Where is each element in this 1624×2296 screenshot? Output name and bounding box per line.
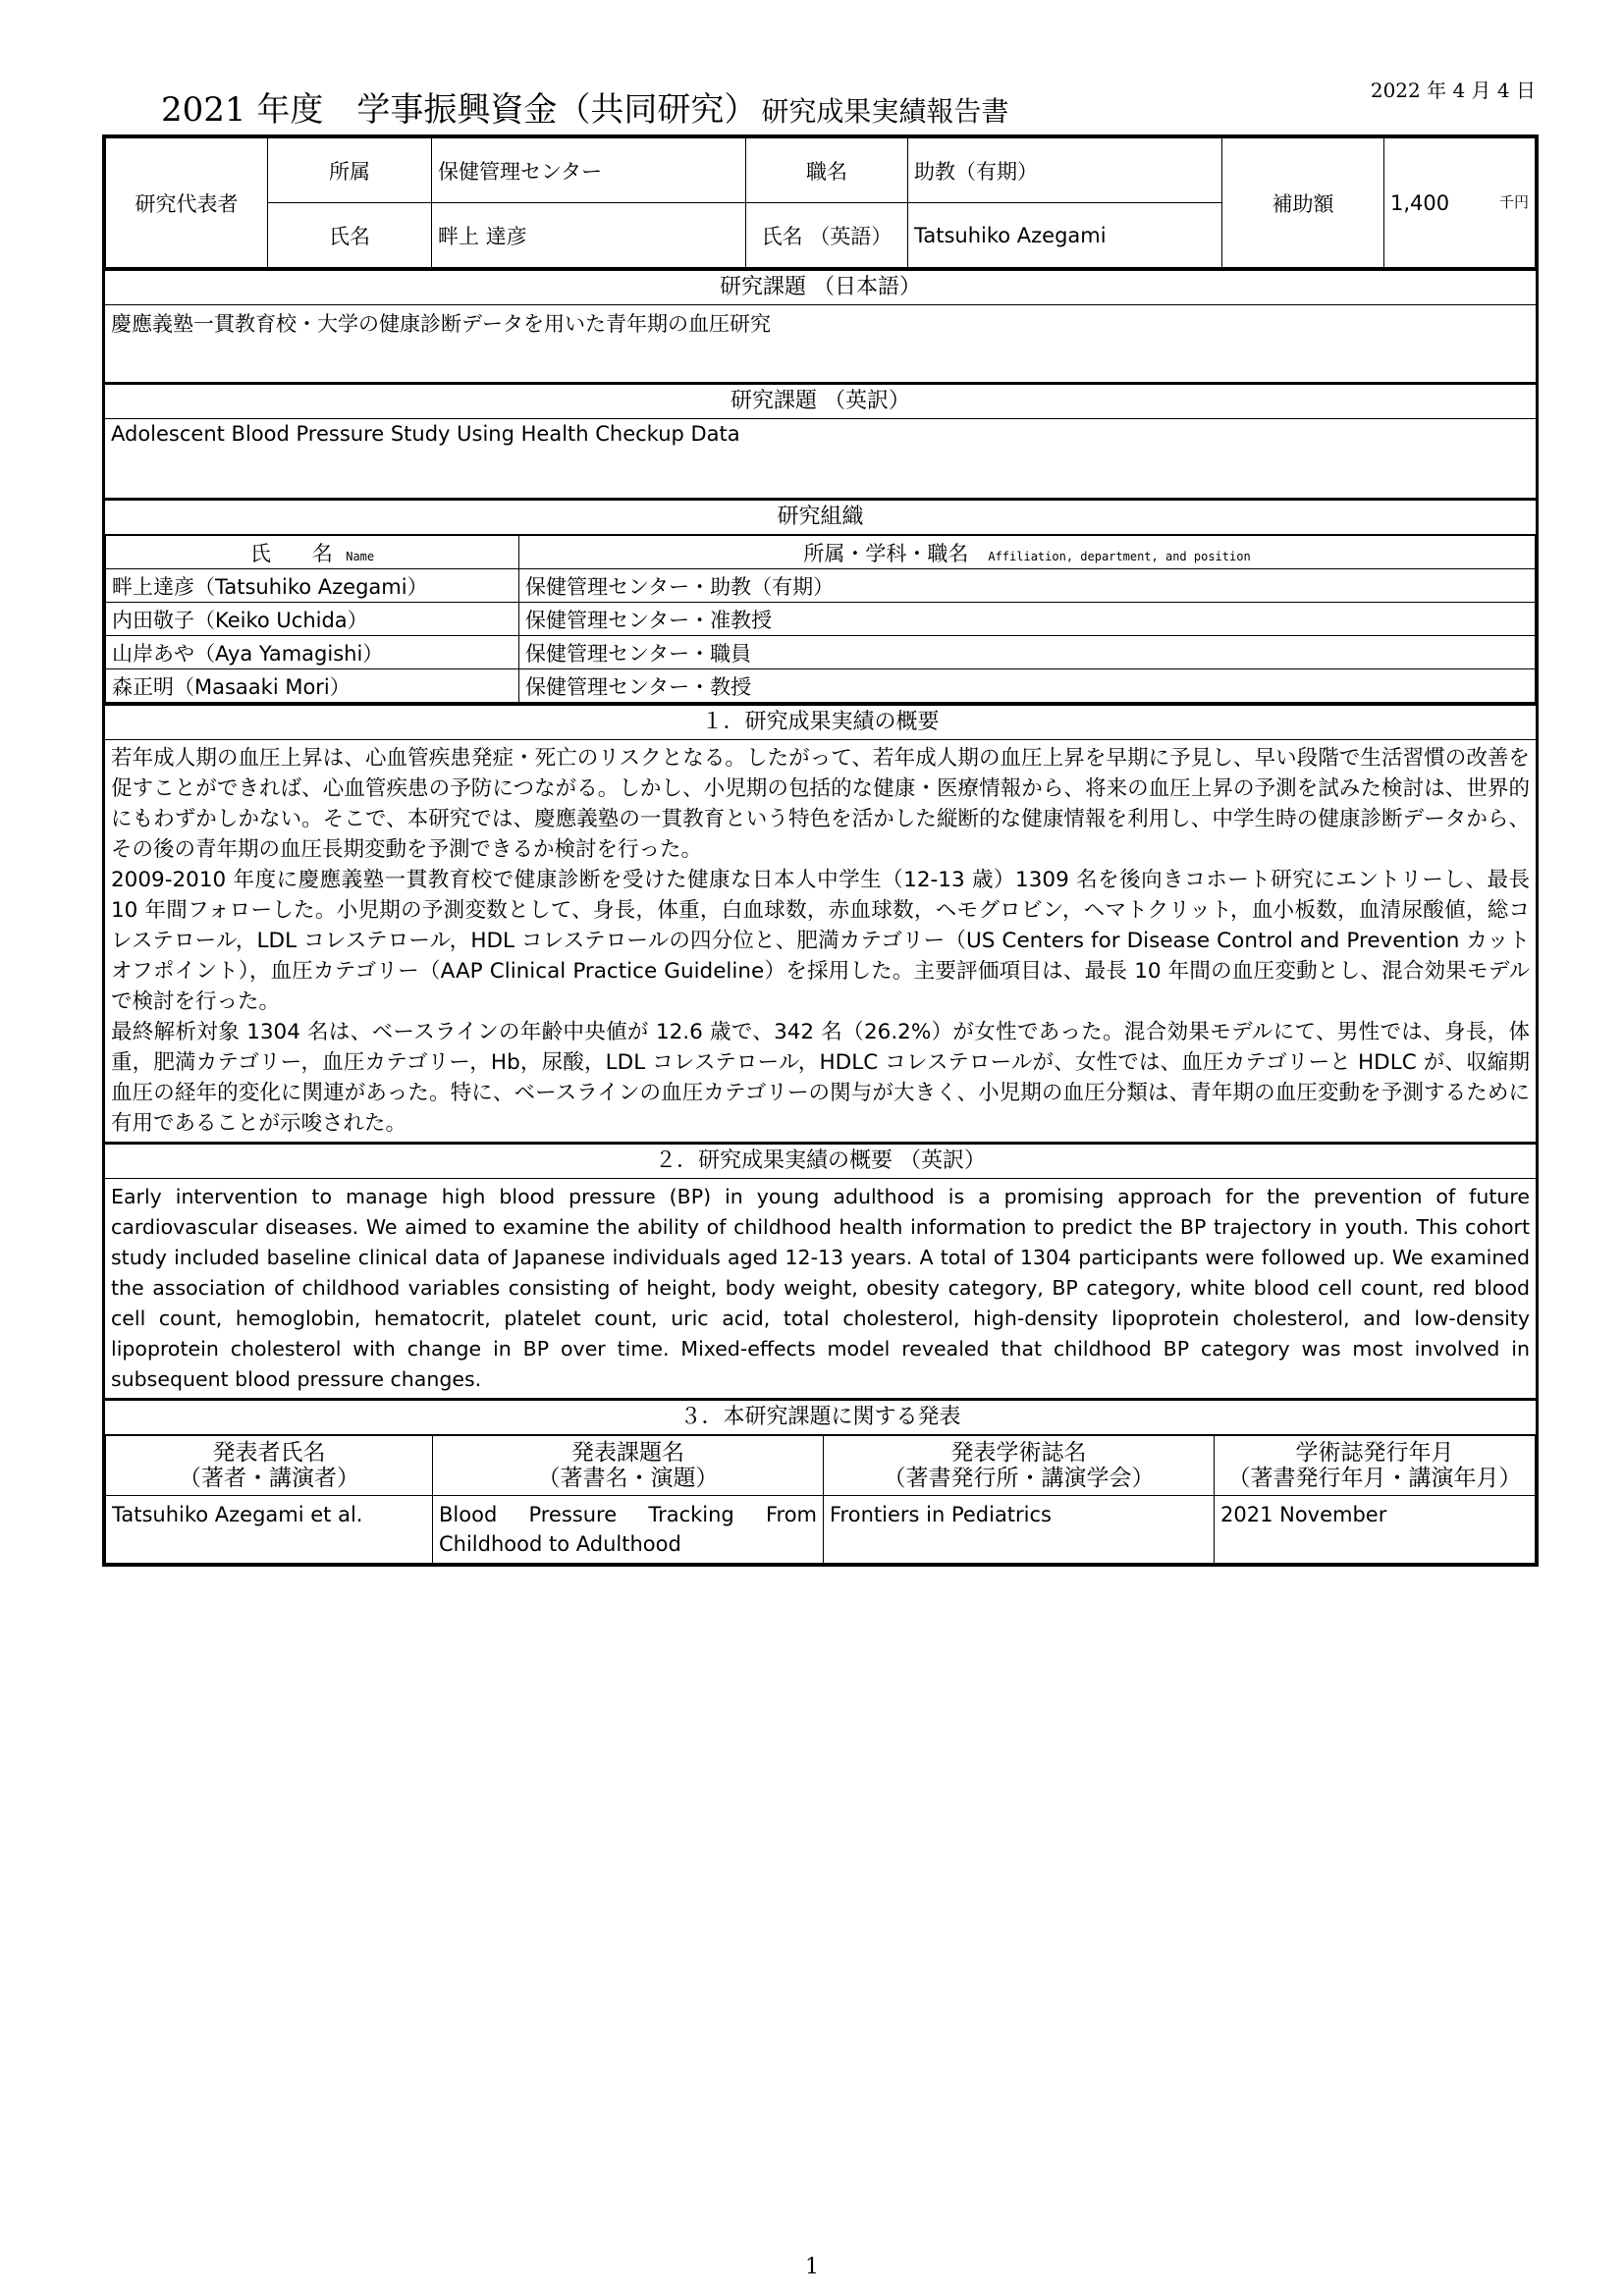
topic-en-label: 研究課題 （英訳） [105, 382, 1536, 419]
report-form [102, 134, 1539, 1567]
org-affil-header: 所属・学科・職名 Affiliation, department, and position [519, 536, 1536, 569]
position-value: 助教（有期） [908, 138, 1222, 203]
presentations-label: ３．本研究課題に関する発表 [105, 1398, 1536, 1435]
topic-en-text: Adolescent Blood Pressure Study Using Health Checkup Data [111, 422, 740, 446]
page-number: 1 [805, 2255, 819, 2279]
table-row [106, 1496, 1536, 1564]
summary-jp-paragraph: 2009-2010 年度に慶應義塾一貫教育校で健康診断を受けた健康な日本人中学生（12-13 歳）1309 名を後向きコホート研究にエントリーし、最長 10 年間フォローした。小児期の予測変数として、身長，体重，白血球数，赤血球数，ヘモグロビン，ヘマトクリット，血小板数，血清尿酸値，総コレステロール，LDL コレステロール，HDL コレステロールの四分位と、肥満カテゴリー（US Centers for Disease Control and Prevention カットオフポイント），血圧カテゴリー（AAP Clinical Practice Guideline）を採用した。主要評価項目は、最長 10 年間の血圧変動とし、混合効果モデルで検討を行った。 [111, 868, 1530, 1014]
position-label: 職名 [746, 138, 908, 203]
topic-jp-label: 研究課題 （日本語） [105, 268, 1536, 305]
report-title [161, 82, 1008, 131]
organization-table [105, 535, 1536, 703]
publish-date-cell: 2021 November [1215, 1496, 1536, 1564]
table-row [106, 603, 1536, 636]
table-row [106, 636, 1536, 669]
info-table [105, 137, 1536, 268]
date-header: 学術誌発行年月 （著書発行年月・講演年月） [1215, 1436, 1536, 1496]
name-en-label: 氏名 （英語） [746, 203, 908, 268]
affil-label: 所属 [268, 138, 432, 203]
journal-header: 発表学術誌名 （著書発行所・講演学会） [824, 1436, 1215, 1496]
member-name: 山岸あや（Aya Yamagishi） [106, 636, 519, 669]
summary-jp-paragraph: 若年成人期の血圧上昇は、心血管疾患発症・死亡のリスクとなる。したがって、若年成人期の血圧上昇を早期に予見し、早い段階で生活習慣の改善を促すことができれば、心血管疾患の予防につながる。しかし、小児期の包括的な健康・医療情報から、将来の血圧上昇の予測を試みた検討は、世界的にもわずかしかない。そこで、本研究では、慶應義塾の一貫教育という特色を活かした縦断的な健康情報を利用し、中学生時の健康診断データから、その後の青年期の血圧長期変動を予測できるか検討を行った。 [111, 746, 1530, 862]
grant-cell [1384, 138, 1536, 268]
name-label: 氏名 [268, 203, 432, 268]
grant-label: 補助額 [1222, 138, 1384, 268]
report-title-main: 2021 年度 学事振興資金（共同研究） [161, 90, 758, 130]
member-affiliation: 保健管理センター・教授 [519, 669, 1536, 703]
name-en-value: Tatsuhiko Azegami [908, 203, 1222, 268]
journal-cell: Frontiers in Pediatrics [824, 1496, 1215, 1564]
presenter-cell: Tatsuhiko Azegami et al. [106, 1496, 433, 1564]
affil-value: 保健管理センター [432, 138, 746, 203]
summary-en-label: ２．研究成果実績の概要 （英訳） [105, 1142, 1536, 1179]
report-title-sub: 研究成果実績報告書 [761, 95, 1009, 128]
member-affiliation: 保健管理センター・准教授 [519, 603, 1536, 636]
summary-en-body: Early intervention to manage high blood pressure (BP) in young adulthood is a promising approach for the prevention of future cardiovascular diseases. We aimed to examine the ability of childhood health information to predict the BP trajectory in youth. This cohort study included baseline clinical data of Japanese individuals aged 12-13 years. A total of 1304 participants were followed up. We examined the association of childhood variables consisting of height, body weight, obesity category, BP category, white blood cell count, red blood cell count, hemoglobin, hematocrit, platelet count, uric acid, total cholesterol, high-density lipoprotein cholesterol, and low-density lipoprotein cholesterol with change in BP over time. Mixed-effects model revealed that childhood BP category was most involved in subsequent blood pressure changes. [111, 1185, 1530, 1391]
summary-jp-paragraph: 最終解析対象 1304 名は、ベースラインの年齢中央値が 12.6 歳で、342 名（26.2%）が女性であった。混合効果モデルにて、男性では、身長，体重，肥満カテゴリー，血圧カテゴリー，Hb，尿酸，LDL コレステロール，HDLC コレステロールが、女性では、血圧カテゴリーと HDLC が、収縮期血圧の経年的変化に関連があった。特に、ベースラインの血圧カテゴリーの関与が大きく、小児期の血圧分類は、青年期の血圧変動を予測するために有用であることが示唆された。 [111, 1020, 1530, 1136]
summary-jp-body [105, 740, 1536, 1142]
org-name-header: 氏 名 Name [106, 536, 519, 569]
organization-header-row [106, 536, 1536, 569]
presentations-table [105, 1435, 1536, 1564]
presentations-header-row [106, 1436, 1536, 1496]
rep-label: 研究代表者 [106, 138, 268, 268]
table-row [106, 569, 1536, 603]
organization-label: 研究組織 [105, 498, 1536, 535]
presenter-header: 発表者氏名 （著者・講演者） [106, 1436, 433, 1496]
member-name: 森正明（Masaaki Mori） [106, 669, 519, 703]
title-header: 発表課題名 （著書名・演題） [433, 1436, 824, 1496]
member-affiliation: 保健管理センター・助教（有期） [519, 569, 1536, 603]
grant-value: 1,400 [1390, 190, 1450, 215]
member-name: 内田敬子（Keiko Uchida） [106, 603, 519, 636]
member-name: 畔上達彦（Tatsuhiko Azegami） [106, 569, 519, 603]
summary-jp-label: １．研究成果実績の概要 [105, 703, 1536, 740]
grant-unit: 千円 [1498, 192, 1529, 211]
presentation-title-cell: Blood Pressure Tracking From Childhood to Adulthood [433, 1496, 824, 1564]
name-value: 畔上 達彦 [432, 203, 746, 268]
topic-jp-text: 慶應義塾一貫教育校・大学の健康診断データを用いた青年期の血圧研究 [111, 312, 771, 336]
table-row [106, 669, 1536, 703]
report-date: 2022 年 4 月 4 日 [1370, 79, 1536, 102]
member-affiliation: 保健管理センター・職員 [519, 636, 1536, 669]
